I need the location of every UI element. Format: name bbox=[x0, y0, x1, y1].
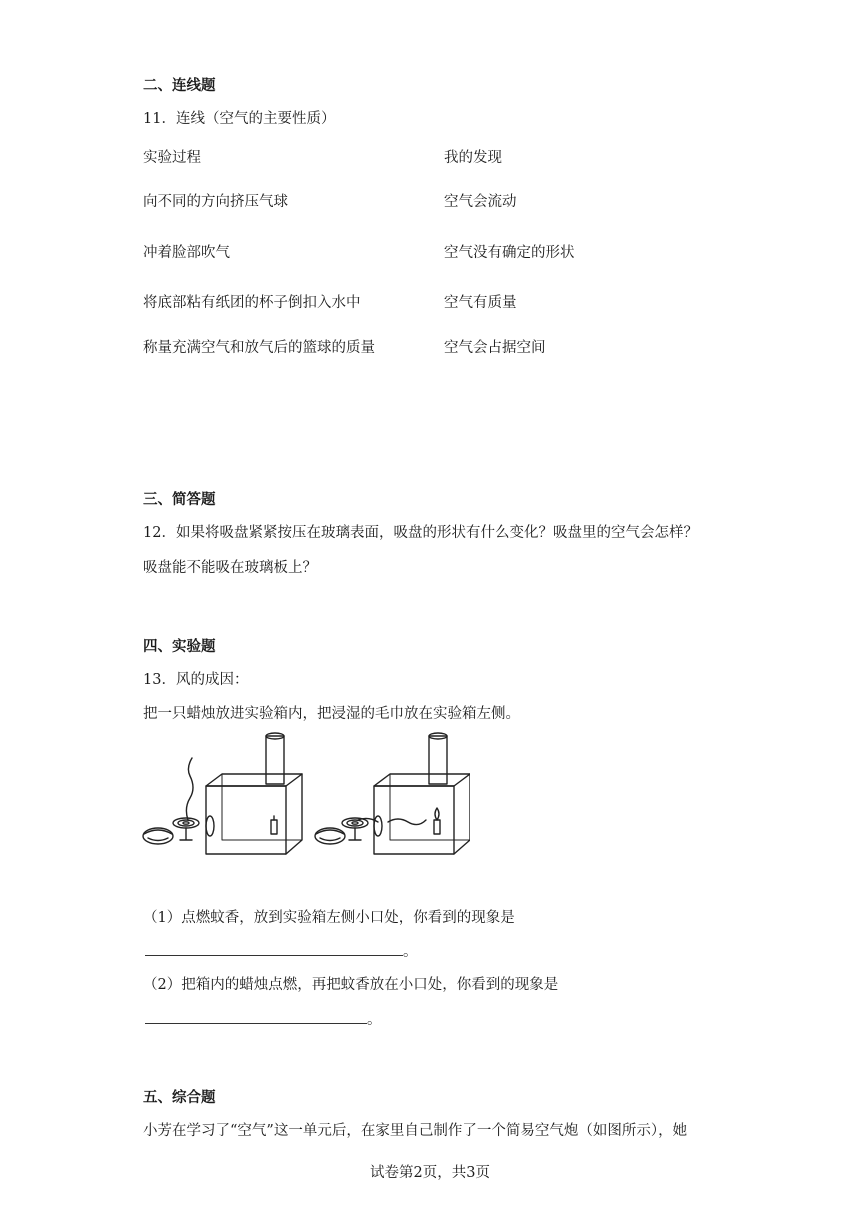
answer-blank[interactable] bbox=[145, 941, 403, 956]
section-heading-experiment: 四、实验题 bbox=[143, 638, 216, 655]
mosquito-coil-right bbox=[342, 818, 378, 840]
left-column-header: 实验过程 bbox=[143, 150, 201, 166]
mosquito-coil-left bbox=[173, 758, 199, 840]
answer-line-end: 。 bbox=[367, 1012, 382, 1028]
section-heading-matching: 二、连线题 bbox=[143, 77, 216, 94]
section-heading-comprehensive: 五、综合题 bbox=[143, 1089, 216, 1106]
question-11-stem: 11．连线（空气的主要性质） bbox=[143, 111, 336, 127]
answer-blank[interactable] bbox=[145, 1009, 367, 1024]
experiment-box-illustration bbox=[140, 730, 470, 862]
question-12-line-1: 12．如果将吸盘紧紧按压在玻璃表面，吸盘的形状有什么变化？吸盘里的空气会怎样？ bbox=[143, 525, 698, 541]
question-13-stem: 13．风的成因： bbox=[143, 672, 249, 688]
right-column-header: 我的发现 bbox=[444, 150, 502, 166]
right-item: 空气有质量 bbox=[444, 295, 517, 311]
right-item: 空气会占据空间 bbox=[444, 340, 546, 356]
wet-towel-right bbox=[315, 828, 345, 844]
page-footer: 试卷第2页，共3页 bbox=[370, 1165, 490, 1181]
question-13-intro: 把一只蜡烛放进实验箱内，把浸湿的毛巾放在实验箱左侧。 bbox=[143, 706, 520, 722]
wet-towel-left bbox=[143, 828, 173, 844]
left-item: 冲着脸部吹气 bbox=[143, 245, 230, 261]
question-13-sub-2: （2）把箱内的蜡烛点燃，再把蚊香放在小口处，你看到的现象是 bbox=[143, 977, 559, 993]
question-13-sub-1: （1）点燃蚊香，放到实验箱左侧小口处，你看到的现象是 bbox=[143, 910, 515, 926]
answer-line-end: 。 bbox=[403, 944, 418, 960]
left-item: 称量充满空气和放气后的篮球的质量 bbox=[143, 340, 375, 356]
left-item: 将底部粘有纸团的杯子倒扣入水中 bbox=[143, 295, 361, 311]
answer-line-1[interactable] bbox=[145, 940, 418, 961]
section-heading-short-answer: 三、简答题 bbox=[143, 491, 216, 508]
right-item: 空气没有确定的形状 bbox=[444, 245, 575, 261]
answer-line-2[interactable] bbox=[145, 1008, 382, 1029]
experiment-box-left bbox=[206, 733, 302, 854]
right-item: 空气会流动 bbox=[444, 194, 517, 210]
section-5-intro: 小芳在学习了“空气”这一单元后，在家里自己制作了一个简易空气炮（如图所示），她 bbox=[143, 1123, 688, 1139]
question-12-line-2: 吸盘能不能吸在玻璃板上？ bbox=[143, 560, 317, 576]
experiment-box-right bbox=[374, 733, 470, 854]
left-item: 向不同的方向挤压气球 bbox=[143, 194, 288, 210]
